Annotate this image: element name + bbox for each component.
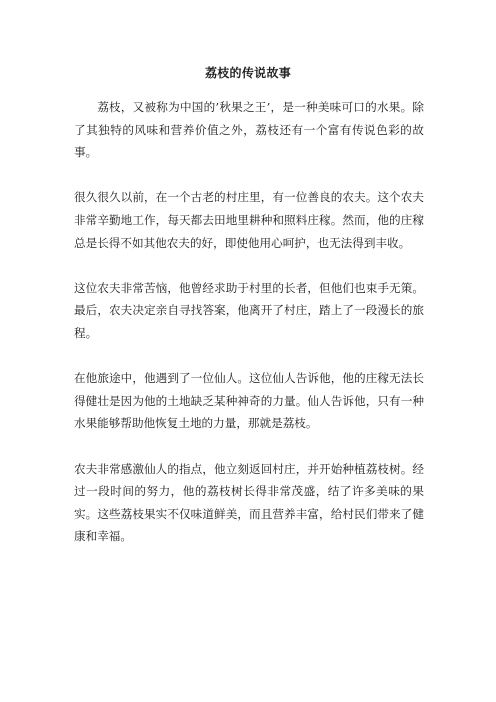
- paragraph: 很久很久以前，在一个古老的村庄里，有一位善良的农夫。这个农夫非常辛勤地工作，每天都去田地里耕种和照料庄稼。然而，他的庄稼总是长得不如其他农夫的好，即使他用心呵护，也无法得到丰收。: [74, 190, 424, 250]
- document-title: 荔枝的传说故事: [204, 66, 292, 80]
- paragraph-intro: 荔枝，又被称为中国的’秋果之王’，是一种美味可口的水果。除了其独特的风味和营养价值之外，荔枝还有一个富有传说色彩的故事。: [74, 100, 424, 160]
- document-body: [74, 96, 424, 570]
- paragraph: 在他旅途中，他遇到了一位仙人。这位仙人告诉他，他的庄稼无法长得健壮是因为他的土地缺乏某种神奇的力量。仙人告诉他，只有一种水果能够帮助他恢复土地的力量，那就是荔枝。: [74, 371, 424, 431]
- paragraph: 农夫非常感激仙人的指点，他立刻返回村庄，并开始种植荔枝树。经过一段时间的努力，他的荔枝树长得非常茂盛，结了许多美味的果实。这些荔枝果实不仅味道鲜美，而且营养丰富，给村民们带来了健康和幸福。: [74, 461, 424, 544]
- paragraph: 这位农夫非常苦恼，他曾经求助于村里的长者，但他们也束手无策。最后，农夫决定亲自寻找答案，他离开了村庄，踏上了一段漫长的旅程。: [74, 280, 424, 340]
